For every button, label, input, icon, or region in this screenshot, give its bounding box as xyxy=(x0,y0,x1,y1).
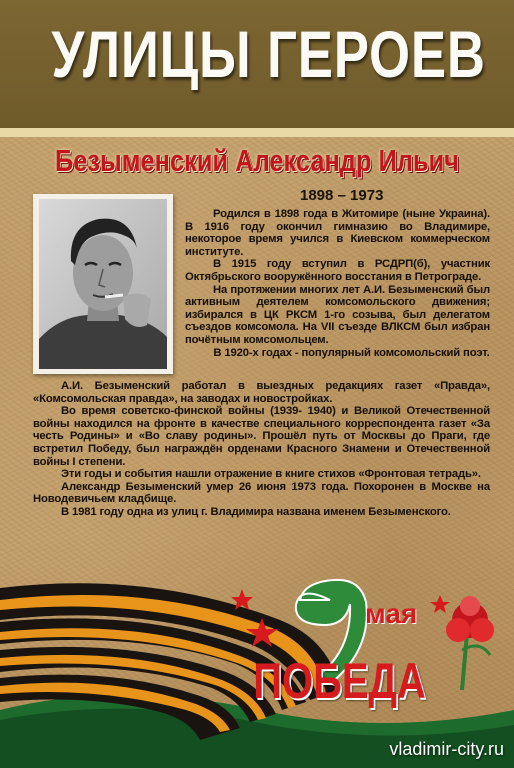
bio-paragraph: В 1981 году одна из улиц г. Владимира названа именем Безыменского. xyxy=(61,505,451,518)
bio-paragraph: Родился в 1898 года в Житомире (ныне Украина). В 1916 году окончил гимназию во Владимире, некоторое время учился в Киевском коммерческом институте. xyxy=(185,208,490,258)
bio-paragraph: На протяжении многих лет А.И. Безыменский был активным деятелем комсомольского движения; избирался в ЦК РКСМ 1-го созыва, был делегатом съездов комсомола. На VII съезде ВЛКСМ был избран почётным комсомольцем. xyxy=(185,283,490,346)
site-watermark: vladimir-city.ru xyxy=(389,739,504,759)
star-icon xyxy=(231,589,253,610)
page-title: УЛИЦЫ ГЕРОЕВ xyxy=(51,17,486,91)
bio-paragraph: Во время советско-финской войны (1939- 1940) и Великой Отечественной войны находился на фронте в качестве специального корреспондента газет «За честь Родины» и «Во славу родины». Прошёл путь от Москвы до Праги, где встретил Победу, был награждён орденами Красного Знамени и Отечественной войны I степени. xyxy=(33,405,490,468)
bio-paragraph: В 1920-х годах - популярный комсомольский поэт. xyxy=(213,346,490,359)
person-name: Безыменский Александр Ильич xyxy=(54,143,460,178)
victory-word: ПОБЕДА xyxy=(253,653,426,709)
carnation-flower-icon xyxy=(446,596,494,690)
may-word: мая xyxy=(365,598,418,629)
bio-paragraph: Александр Безыменский умер 26 июня 1973 года. Похоронен в Москве на Новодевичьем кладбище. xyxy=(33,480,490,506)
life-dates: 1898 – 1973 xyxy=(300,187,384,204)
bio-paragraph: В 1915 году вступил в РСДРП(б), участник Октябрьского вооружённого восстания в Петрограде. xyxy=(185,258,490,283)
bio-paragraph: А.И. Безыменский работал в выездных редакциях газет «Правда», «Комсомольская правда», на заводах и новостройках. xyxy=(33,380,490,405)
bio-paragraph: Эти годы и события нашли отражение в книге стихов «Фронтовая тетрадь». xyxy=(61,468,481,481)
star-icon xyxy=(430,595,450,613)
star-icon xyxy=(246,618,278,647)
